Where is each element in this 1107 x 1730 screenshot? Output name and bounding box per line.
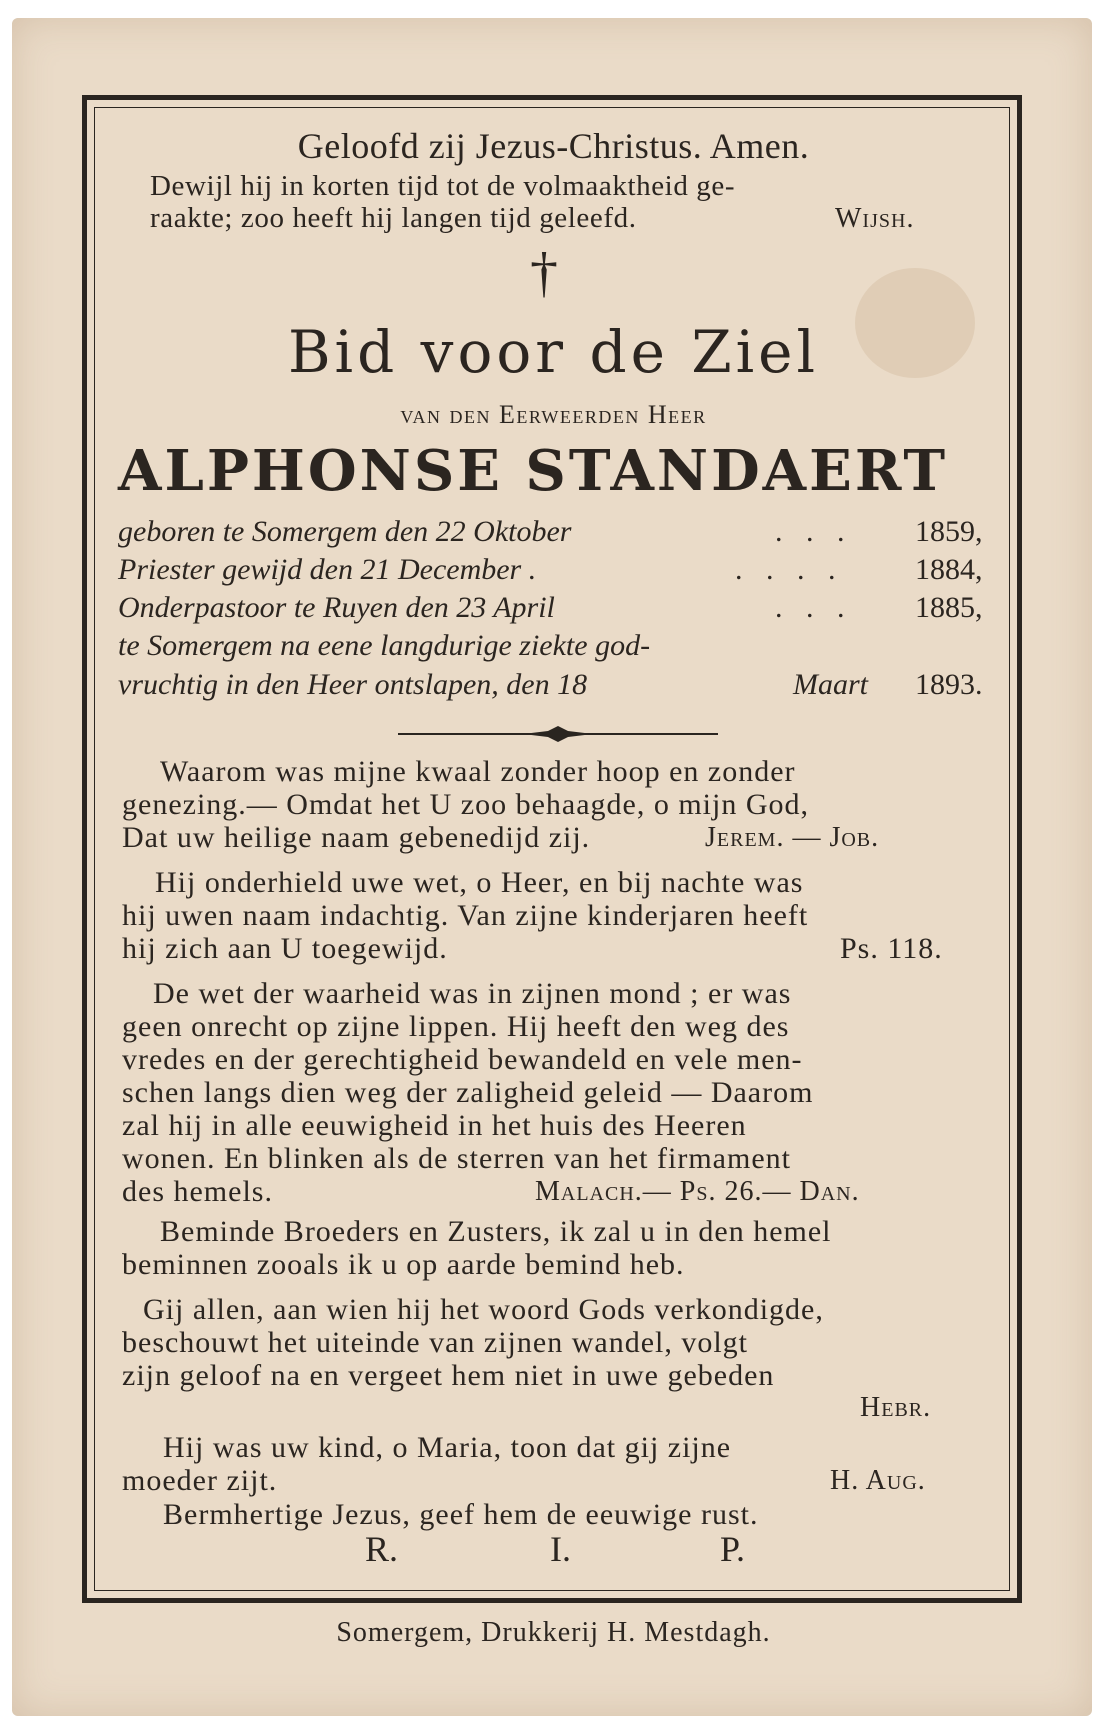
ornament-divider [398,724,718,744]
p3-line-2: geen onrecht op zijne lippen. Hij heeft den weg des [122,1010,790,1043]
p3-line-4: schen langs dien weg der zaligheid geleid — Daarom [122,1076,814,1109]
p1-line-3: Dat uw heilige naam gebenedijd zij. [122,821,591,854]
p1-reference: Jerem. — Job. [705,822,880,853]
p5-line-3: zijn geloof na en vergeet hem niet in uwe gebeden [122,1359,775,1392]
bio-curate: Onderpastoor te Ruyen den 23 April [118,591,555,624]
p2-line-1: Hij onderhield uwe wet, o Heer, en bij nachte was [155,866,804,899]
p3-line-3: vredes en der gerechtigheid bewandeld en vele men- [122,1043,803,1076]
p3-line-7: des hemels. [122,1175,273,1208]
p6-reference: H. Aug. [830,1465,926,1496]
bio-birth: geboren te Somergem den 22 Oktober [118,515,572,548]
p5-line-1: Gij allen, aan wien hij het woord Gods verkondigde, [143,1293,824,1326]
p4-line-1: Beminde Broeders en Zusters, ik zal u in den hemel [160,1215,832,1248]
card-title: Bid voor de Ziel [287,318,820,386]
verse-line-1: Dewijl hij in korten tijd tot de volmaaktheid ge- [150,170,736,202]
p2-line-2: hij uwen naam indachtig. Van zijne kinderjaren heeft [122,899,809,932]
verse-reference: Wijsh. [835,203,915,234]
bio-curate-dots: . . . [775,591,853,624]
bio-ordination-dots: . . . . [735,553,844,586]
p1-line-2: genezing.— Omdat het U zoo behaagde, o mijn God, [122,788,809,821]
bio-ordination: Priester gewijd den 21 December . [118,553,537,586]
bio-ordination-year: 1884, [915,553,983,586]
p2-line-3: hij zich aan U toegewijd. [122,932,448,965]
p3-reference: Malach.— Ps. 26.— Dan. [535,1176,860,1207]
bio-birth-year: 1859, [915,515,983,548]
cross-icon: † [530,242,558,304]
bio-death-month: Maart [793,668,868,701]
p6-line-2: moeder zijt. [122,1464,278,1497]
p3-line-6: wonen. En blinken als de sterren van het firmament [122,1142,791,1175]
p4-line-2: beminnen zooals ik u op aarde bemind heb. [122,1248,685,1281]
bio-death-year: 1893. [915,668,983,701]
rip-i: I. [550,1529,571,1569]
bio-death-line-1: te Somergem na eene langdurige ziekte god- [118,629,651,662]
bio-death-line-2: vruchtig in den Heer ontslapen, den 18 [118,668,588,701]
bio-birth-dots: . . . [775,515,853,548]
verse-line-2: raakte; zoo heeft hij langen tijd geleefd. [150,202,637,234]
rip-p: P. [720,1529,746,1569]
p6-line-1: Hij was uw kind, o Maria, toon dat gij zijne [163,1431,732,1464]
p1-line-1: Waarom was mijne kwaal zonder hoop en zonder [160,755,796,788]
p3-line-5: zal hij in alle eeuwigheid in het huis des Heeren [122,1109,747,1142]
p2-reference: Ps. 118. [840,932,943,965]
deceased-name: ALPHONSE STANDAERT [118,438,949,504]
p3-line-1: De wet der waarheid was in zijnen mond ; er was [153,977,792,1010]
bio-curate-year: 1885, [915,591,983,624]
printer-imprint: Somergem, Drukkerij H. Mestdagh. [336,1617,771,1648]
rip-r: R. [365,1529,399,1569]
p5-reference: Hebr. [860,1392,932,1423]
card-subtitle: van den Eerweerden Heer [400,400,707,429]
p7-line-1: Bermhertige Jezus, geef hem de eeuwige rust. [163,1498,759,1531]
p5-line-2: beschouwt het uiteinde van zijnen wandel, volgt [122,1326,749,1359]
motto: Geloofd zij Jezus-Christus. Amen. [297,126,810,166]
